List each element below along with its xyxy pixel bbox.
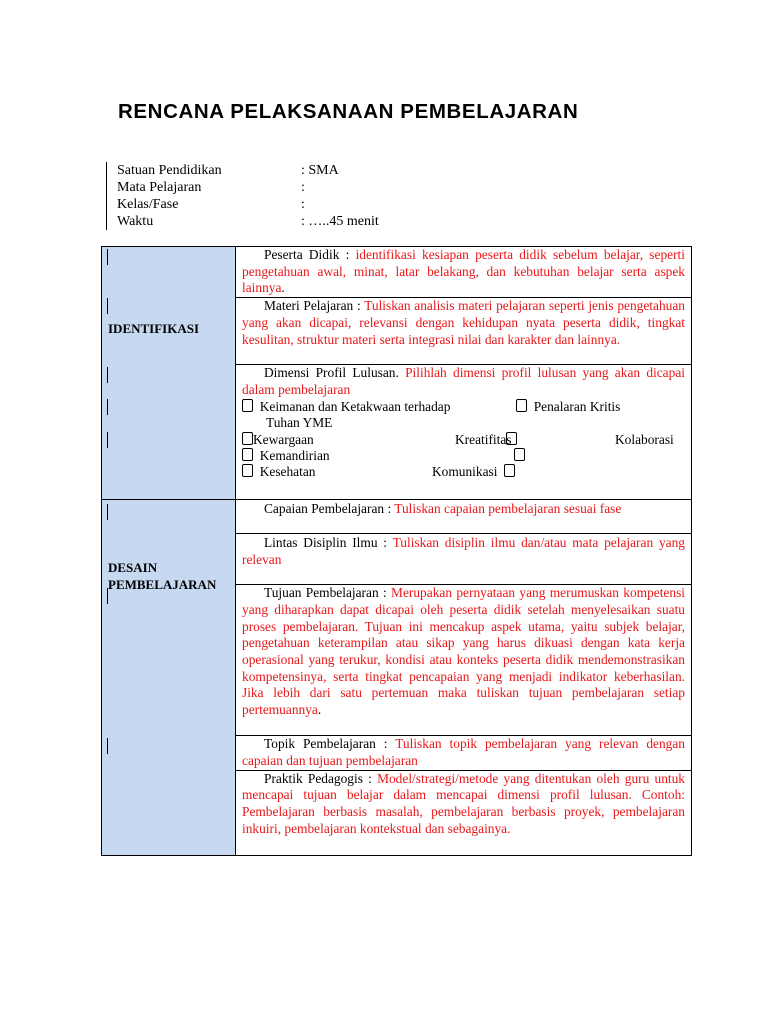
field-heading: Lintas Disiplin Ilmu : xyxy=(264,535,393,551)
margin-mark xyxy=(107,432,108,448)
field-heading: Capaian Pembelajaran : xyxy=(264,501,395,517)
dimensi-options xyxy=(242,398,685,479)
field-instruction: Tuliskan capaian pembelajaran sesuai fase xyxy=(394,501,622,517)
info-label: Mata Pelajaran xyxy=(117,180,202,195)
info-value: : xyxy=(301,197,305,212)
info-row-waktu xyxy=(117,213,379,230)
rpp-table xyxy=(101,246,692,856)
option-kewargaan[interactable] xyxy=(242,432,314,449)
field-heading: Praktik Pedagogis : xyxy=(264,770,378,786)
identifikasi-cell xyxy=(102,247,236,500)
praktik-text xyxy=(242,771,685,838)
margin-mark xyxy=(107,504,108,520)
peserta-didik-cell[interactable] xyxy=(236,247,692,298)
option-label: Keimanan dan Ketakwaan terhadap xyxy=(259,398,451,414)
field-instruction: Tuliskan disiplin ilmu dan/atau mata pelajaran yang relevan xyxy=(242,535,685,567)
field-instruction: Model/strategi/metode yang ditentukan oleh guru untuk mencapai tujuan belajar dalam mencapai dimensi profil lulusan. Contoh: Pembelajaran berbasis masalah, pembelajaran berbasis proyek, pembelajaran inkuiri, pembelajaran kontekstual dan sebagainya. xyxy=(242,770,685,836)
option-penalaran[interactable] xyxy=(516,399,620,416)
checkbox-icon[interactable] xyxy=(504,464,515,477)
checkbox-icon[interactable] xyxy=(242,448,253,461)
tujuan-text xyxy=(242,585,685,719)
field-tail: . xyxy=(281,280,285,296)
desain-label xyxy=(108,560,216,593)
field-heading: Peserta Didik : xyxy=(264,247,356,262)
topik-text xyxy=(242,736,685,769)
field-instruction: Pilihlah dimensi profil lulusan yang akan dicapai dalam pembelajaran xyxy=(242,365,685,397)
field-heading: Tujuan Pembelajaran : xyxy=(264,585,392,601)
dimensi-text xyxy=(242,365,685,398)
desain-label-line1: DESAIN xyxy=(108,560,158,576)
checkbox-icon[interactable] xyxy=(516,399,527,412)
field-tail: . xyxy=(317,702,322,718)
info-label: Satuan Pendidikan xyxy=(117,163,222,178)
margin-mark xyxy=(107,738,108,754)
field-instruction: identifikasi kesiapan peserta didik sebelum belajar, seperti pengetahuan awal, minat, latar belakang, dan kebutuhan belajar serta aspek lainnya xyxy=(242,247,685,296)
field-heading: Dimensi Profil Lulusan. xyxy=(264,365,406,381)
info-row-satuan xyxy=(117,162,379,179)
field-instruction: Tuliskan topik pembelajaran yang relevan dengan capaian dan tujuan pembelajaran xyxy=(242,736,685,768)
desain-cell xyxy=(102,500,236,855)
identifikasi-label: IDENTIFIKASI xyxy=(108,321,200,336)
dimensi-cell[interactable] xyxy=(236,365,692,500)
topik-cell[interactable] xyxy=(236,736,692,770)
praktik-cell[interactable] xyxy=(236,770,692,855)
info-row-mapel xyxy=(117,179,379,196)
checkbox-icon[interactable] xyxy=(242,464,253,477)
info-value: : xyxy=(301,180,305,195)
option-label: Kemandirian xyxy=(259,447,330,463)
info-label: Kelas/Fase xyxy=(117,197,179,212)
margin-mark xyxy=(107,298,108,314)
checkbox-icon[interactable] xyxy=(242,399,253,412)
option-kreatifitas[interactable] xyxy=(455,432,517,449)
info-value: : …..45 menit xyxy=(301,214,379,229)
option-label: Kesehatan xyxy=(259,463,316,479)
materi-cell[interactable] xyxy=(236,298,692,365)
option-keimanan[interactable] xyxy=(242,399,450,416)
option-keimanan-line2: Tuhan YME xyxy=(266,414,333,430)
info-block xyxy=(106,162,379,230)
peserta-didik-text xyxy=(242,247,685,297)
lintas-text xyxy=(242,535,685,568)
lintas-cell[interactable] xyxy=(236,534,692,585)
margin-mark xyxy=(107,367,108,383)
materi-text xyxy=(242,298,685,348)
checkbox-icon[interactable] xyxy=(242,432,253,445)
capaian-text xyxy=(242,501,685,518)
info-value: : SMA xyxy=(301,163,339,178)
field-instruction: Merupakan pernyataan yang merumuskan kompetensi yang diharapkan dapat dicapai oleh peserta didik setelah menyelesaikan suatu proses pembelajaran. Tujuan ini mencakup aspek utama, yaitu subjek belajar, pengetahuan keterampilan atau sikap yang harus dikuasi dengan kata kerja operasional yang terukur, kondisi atau konteks peserta didik mendemonstrasikan kompetensinya, serta tingkat pencapaian yang menjadi indikator keberhasilan. Jika lebih dari satu pertemuan maka tuliskan tujuan pembelajaran setiap pertemuannya xyxy=(242,585,686,718)
field-heading: Materi Pelajaran : xyxy=(264,298,365,314)
margin-mark xyxy=(107,399,108,415)
option-komunikasi[interactable] xyxy=(432,464,515,481)
page-title: RENCANA PELAKSANAAN PEMBELAJARAN xyxy=(118,100,579,123)
tujuan-cell[interactable] xyxy=(236,585,692,736)
option-label: Kewargaan xyxy=(253,431,314,447)
option-label: Komunikasi xyxy=(432,463,498,479)
option-kesehatan[interactable] xyxy=(242,464,315,481)
checkbox-extra[interactable] xyxy=(514,448,525,465)
field-heading: Topik Pembelajaran : xyxy=(264,736,396,752)
desain-label-line2: PEMBELAJARAN xyxy=(108,576,217,592)
option-kolaborasi[interactable]: Kolaborasi xyxy=(615,431,674,447)
info-label: Waktu xyxy=(117,214,154,229)
field-instruction: Tuliskan analisis materi pelajaran seperti jenis pengetahuan yang akan dicapai, relevansi dengan kehidupan nyata peserta didik, tingkat kesulitan, struktur materi serta integrasi nilai dan karakter dan lainnya. xyxy=(242,298,685,347)
option-label: Penalaran Kritis xyxy=(533,398,621,414)
margin-mark xyxy=(107,249,108,265)
option-label: Kreatifitas xyxy=(455,431,512,447)
capaian-cell[interactable] xyxy=(236,500,692,534)
checkbox-icon[interactable] xyxy=(514,448,525,461)
checkbox-icon[interactable] xyxy=(506,432,517,445)
info-row-kelas xyxy=(117,196,379,213)
option-kemandirian[interactable] xyxy=(242,448,330,465)
